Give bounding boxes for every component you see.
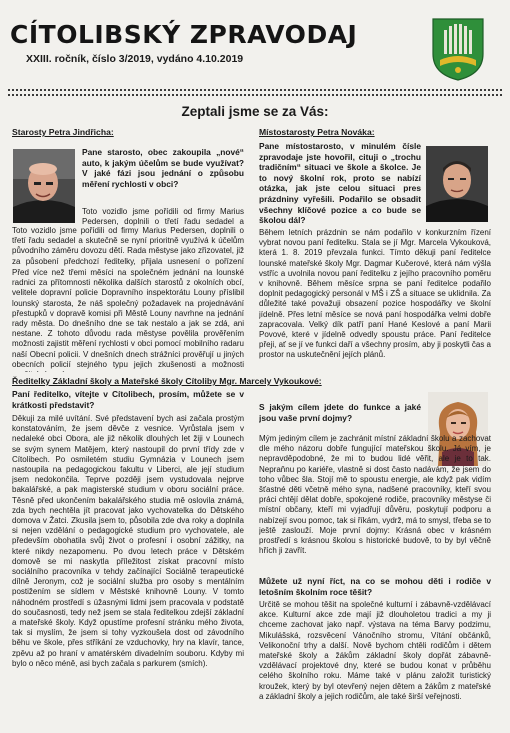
section-heading-starosta: Starosty Petra Jindřicha: (12, 127, 114, 137)
starosta-answer-2 (12, 268, 244, 372)
reditelka-answer-3 (259, 600, 491, 718)
reditelka-question-2 (259, 402, 421, 434)
answer-text: Toto vozidlo jsme pořídili od firmy Marius Pedersen, doplnili o třetí řadu sedadel a skutečně se nyní prioritně využívá k účelům původního záměru dovozu dětí. Rada městyse jako zřizovatel, již za působení předchozí ředitelky, přijala usnesení o pořízení (12, 226, 244, 266)
answer-text: Určitě se mohou těšit na společné kulturní i zábavně-vzdělávací akce. Kulturní akce zde mají již dlouholetou tradici a my ji chceme zachovat jako např. výstava na téma Barvy podzimu, Mikulášská, rozsvěcení Vánočního stromu, Vítání občánků, Velikonoční trhy a další. Nově bychom chtěli rodičům i dětem mateřské školy a žákům základní školy dopřát zábavně-vzdělávací projektové dny, které se budou konat v průběhu celého školního roku. Máme také v plánu založit turistický kroužek, který by byl otevřený nejen dětem a žákům z mateřské a základní školy a jejich rodičům, ale také širší veřejnosti. (259, 600, 491, 701)
starosta-answer-cont (12, 226, 244, 268)
reditelka-answer-2 (259, 434, 491, 574)
question-text: Můžete už nyní říct, na co se mohou děti i rodiče v letošním školním roce těšit? (259, 576, 491, 597)
issue-line: XXIII. ročník, číslo 3/2019, vydáno 4.10.2019 (26, 53, 244, 65)
mistostarosta-answer (259, 228, 491, 374)
divider-dotted (8, 94, 502, 97)
divider-dotted (8, 89, 502, 92)
answer-text: Mým jediným cílem je zachránit místní základní školu a zachovat dle mého názoru dobře fungující mateřskou školu. Já vím, je nepravděpodobné, že mi to budou lidé věřit, ale je to tak. Nepraňnu po kariéře, vlastně si dost často nadávám, že jsem do toho vůbec šla. Stojí mě to spoustu energie, ale když pak vidím šťastné děti včetně mého syna, nadšené pracovníky, kteří svou práci chtějí dělat dobře, spokojené rodiče, pracovníky městyse či místní občany, kteří mi vyjadřují důvěru, poskytují podporu a nabízejí svou pomoc, tak si říkám, vydrž, má to smysl, třeba se to ještě zaslouží. Moje první dojmy: Krásná obec v krásném prostředí s krásnou školou s historické budově, to by byl věčně hřích ji zavřít. (259, 434, 491, 556)
section-heading-mistostarosta: Místostarosty Petra Nováka: (259, 127, 375, 137)
question-text: Pane starosto, obec zakoupila „nové“ auto, k jakým účelům se bude využívat? V jaké fázi jsou jednání o způsobu měření rychlosti v obci? (82, 147, 244, 189)
masthead (10, 20, 430, 65)
starosta-answer-lead (82, 207, 244, 227)
answer-text: Během letních prázdnin se nám podařilo v konkurzním řízení vybrat novou paní ředitelku. Stala se jí Mgr. Marcela Vykouková, která 1. 8. 2019 převzala funkci. Tímto děkuji paní ředitelce lounské mateřské školy Mgr. Dagmar Kučerové, která nám výšla vstříc a uvolnila novou paní ředitelku z jejího pracovního poměru v knihovně. Během měsíce srpna se paní ředitelce podařilo doplnit pedagogický personál v MŠ i ZŠ a situace se uklidnila. Za důležité také považuji obsazení pozice hospodářky ve školní jídelně. Přes letní měsíce se nová paní hospodářka velmi dobře zapracovala. Velký dík patří paní Hané Keslové a paní Marii Povové, které v jídelně odvedly spoustu práce. Paní ředitelce přeji, ať se jí ve funkci daří a všechny prosím, aby ji poskytli čas a prostor na uskutečnění jejích plánů. (259, 228, 491, 360)
reditelka-question-1 (12, 389, 244, 413)
newsletter-title: CÍTOLIBSKÝ ZPRAVODAJ (10, 20, 358, 49)
portrait-man-photo (426, 146, 488, 222)
question-text: S jakým cílem jdete do funkce a jaké jsou vaše první dojmy? (259, 402, 421, 423)
section-heading-reditelka: Ředitelky Základní školy a Mateřské školy Cítoliby Mgr. Marcely Vykoukové: (12, 376, 322, 386)
reditelka-answer-1 (12, 414, 244, 714)
answer-text: Toto vozidlo jsme pořídili od firmy Marius Pedersen, doplnili o třetí řadu sedadel a (82, 207, 244, 227)
question-text: Paní ředitelko, vítejte v Cítolibech, prosím, můžete se v krátkosti představit? (12, 389, 244, 410)
village-coat-of-arms-icon (430, 16, 486, 82)
starosta-question (82, 147, 244, 205)
headline: Zeptali jsme se za Vás: (181, 104, 329, 119)
answer-text: Děkuji za milé uvítání. Své představení bych asi začala prostým konstatováním, že jsem děvče z vesnice. Vyrůstala jsem v nedaleké obci Obora, ale již několik dlouhých let žiji v Lounech se svým synem Matějem, který nastoupil do první třídy zde v Cítolibech. Po osmiletém studiu Gymnázia v Lounech jsem nastoupila na pedagogickou fakultu v Liberci, ale její studium jsem nedokončila. Teprve později jsem vystudovala nejprve bakalářské, a pak magisterské studium v oboru sociální práce. Těsně před ukončením bakalářského studia mě oslovila známá, zda bych nechtěla jít pracovat jako vychovatelka do Dětského domova v Žatci. Zkusila jsem to, působila zde dva roky a doplnila si nejen vzdělání o pedagogické studium pro vychovatele, ale především obohatila svůj život o profesní i osobní zážitky, na které nikdy nezapomenu. Po dvou letech práce v Dětském domově se mi naskytla příležitost získat pracovní místo sociálního pracovníka v tehdy začínající Sociálně terapeutické dílně Jeronym, což je sociální služba pro osoby s mentálním postižením se sídlem v Městské knihovně Louny. V tomto náhodném prostředí s úžasnými lidmi jsem pracovala v podstatě do současnosti, tedy než jsem se stala ředitelkou zdejší základní a mateřské školy. Když opustíme profesní stránku mého života, tak si myslím, že jsem si tohy vyzkoušela dost od závodního běhu ve škole, přes stříkání ze vzduchovky, hry na klavír, tance, zpěvu až po hraní v amatérském divadelním souboru. Kdyby mi bylo o něco méně, asi bych začala s parkurem (smích). (12, 414, 244, 668)
mistostarosta-question (259, 141, 421, 227)
portrait-bald-man-photo (13, 149, 75, 223)
question-text: Pane místostarosto, v minulém čísle zpravodaje jste hovořil, cituji o „trochu tradičním“ situaci ve škole a školce. Je to nový školní rok, proto se nabízí otázka, jak jste celou situaci pres prázdniny vyřešili. Podařilo se obsadit všechny klíčové pozice a co bude se školou dál? (259, 141, 421, 226)
answer-text: Před více než třemi měsíci na společném jednání na lounské radnici za přítomnosti několika dalších starostů z okolních obcí, velitele dopravní policie Dopravního inspektorátu Louny příslibil lounský starosta, že náš společný požadavek na projednávání přestupků v dopravě komisi při Městě Louny navrhne na jednání rady města. Do dnešního dne se tak nestalo a jak se zdá, ani nestane. Z tohoto důvodu rada městyse povělila prověřením možnosti zajistit měření rychlosti v obci pomocí mobilního radaru naší Obecní policii. V dnešních dnech strážníci prověřují u jiných obecních policií stejného typu jejich zkušenosti a možnosti (12, 268, 244, 369)
reditelka-question-3 (259, 576, 491, 598)
